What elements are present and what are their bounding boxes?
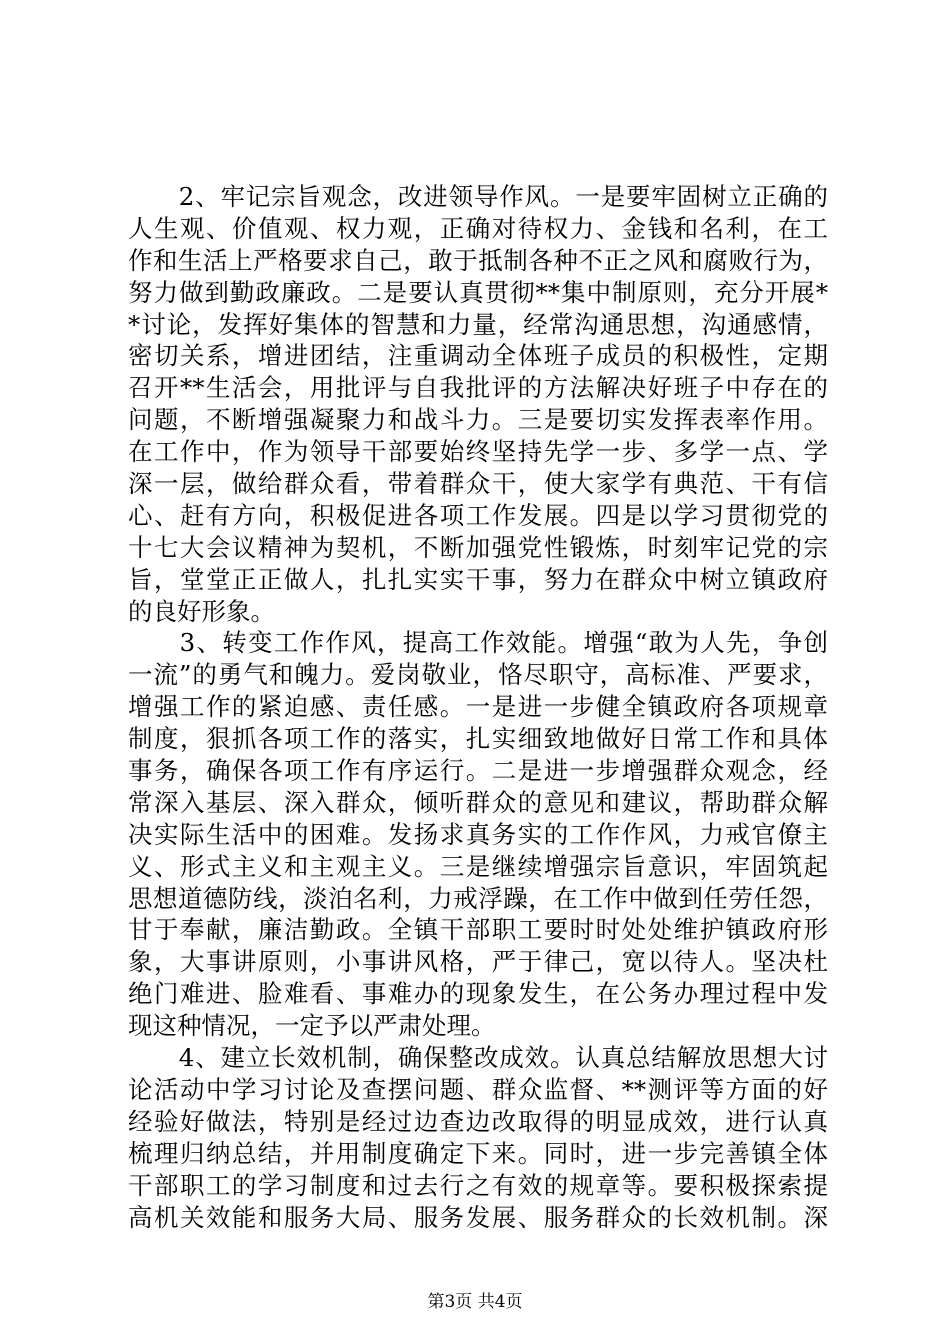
text-line: 召开**生活会，用批评与自我批评的方法解决好班子中存在的 [128, 373, 828, 403]
text-line: 3、转变工作作风，提高工作效能。增强“敢为人先，争创 [128, 628, 828, 658]
text-line: 2、牢记宗旨观念，改进领导作风。一是要牢固树立正确的 [128, 182, 828, 211]
text-line: 作和生活上严格要求自己，敢于抵制各种不正之风和腐败行为， [128, 245, 828, 275]
text-line: 问题，不断增强凝聚力和战斗力。三是要切实发挥表率作用。 [128, 405, 828, 435]
text-line: 思想道德防线，淡泊名利，力戒浮躁，在工作中做到任劳任怨， [128, 883, 828, 913]
text-line: 绝门难进、脸难看、事难办的现象发生，在公务办理过程中发 [128, 979, 828, 1009]
document-body [128, 181, 828, 1233]
text-line: 增强工作的紧迫感、责任感。一是进一步健全镇政府各项规章 [128, 692, 828, 722]
text-line: 旨，堂堂正正做人，扎扎实实干事，努力在群众中树立镇政府 [128, 564, 828, 594]
text-line: *讨论，发挥好集体的智慧和力量，经常沟通思想，沟通感情， [128, 309, 828, 339]
text-line: 甘于奉献，廉洁勤政。全镇干部职工要时时处处维护镇政府形 [128, 915, 828, 945]
text-line: 经验好做法，特别是经过边查边改取得的明显成效，进行认真 [128, 1106, 828, 1136]
text-line: 的良好形象。 [128, 596, 275, 626]
text-line: 事务，确保各项工作有序运行。二是进一步增强群众观念，经 [128, 756, 828, 786]
text-line: 论活动中学习讨论及查摆问题、群众监督、**测评等方面的好 [128, 1074, 828, 1104]
text-line: 人生观、价值观、权力观，正确对待权力、金钱和名利，在工 [128, 213, 828, 243]
text-line: 象，大事讲原则，小事讲风格，严于律己，宽以待人。坚决杜 [128, 947, 828, 977]
text-line: 一流”的勇气和魄力。爱岗敬业，恪尽职守，高标准、严要求， [128, 660, 828, 690]
text-line: 梳理归纳总结，并用制度确定下来。同时，进一步完善镇全体 [128, 1138, 828, 1168]
text-line: 努力做到勤政廉政。二是要认真贯彻**集中制原则，充分开展* [128, 277, 828, 307]
text-line: 义、形式主义和主观主义。三是继续增强宗旨意识，牢固筑起 [128, 851, 828, 881]
text-line: 决实际生活中的困难。发扬求真务实的工作作风，力戒官僚主 [128, 819, 828, 849]
text-line: 高机关效能和服务大局、服务发展、服务群众的长效机制。深 [128, 1202, 828, 1232]
text-line: 深一层，做给群众看，带着群众干，使大家学有典范、干有信 [128, 469, 828, 499]
text-line: 4、建立长效机制，确保整改成效。认真总结解放思想大讨 [128, 1043, 828, 1073]
page-footer: 第3页 共4页 [427, 1292, 523, 1312]
text-line: 密切关系，增进团结，注重调动全体班子成员的积极性，定期 [128, 341, 828, 371]
text-line: 在工作中，作为领导干部要始终坚持先学一步、多学一点、学 [128, 437, 828, 467]
text-line: 常深入基层、深入群众，倾听群众的意见和建议，帮助群众解 [128, 787, 828, 817]
text-line: 干部职工的学习制度和过去行之有效的规章等。要积极探索提 [128, 1170, 828, 1200]
text-line: 十七大会议精神为契机，不断加强党性锻炼，时刻牢记党的宗 [128, 532, 828, 562]
text-line: 制度，狠抓各项工作的落实，扎实细致地做好日常工作和具体 [128, 724, 828, 754]
text-line: 心、赶有方向，积极促进各项工作发展。四是以学习贯彻党的 [128, 500, 828, 530]
text-line: 现这种情况，一定予以严肃处理。 [128, 1011, 496, 1041]
